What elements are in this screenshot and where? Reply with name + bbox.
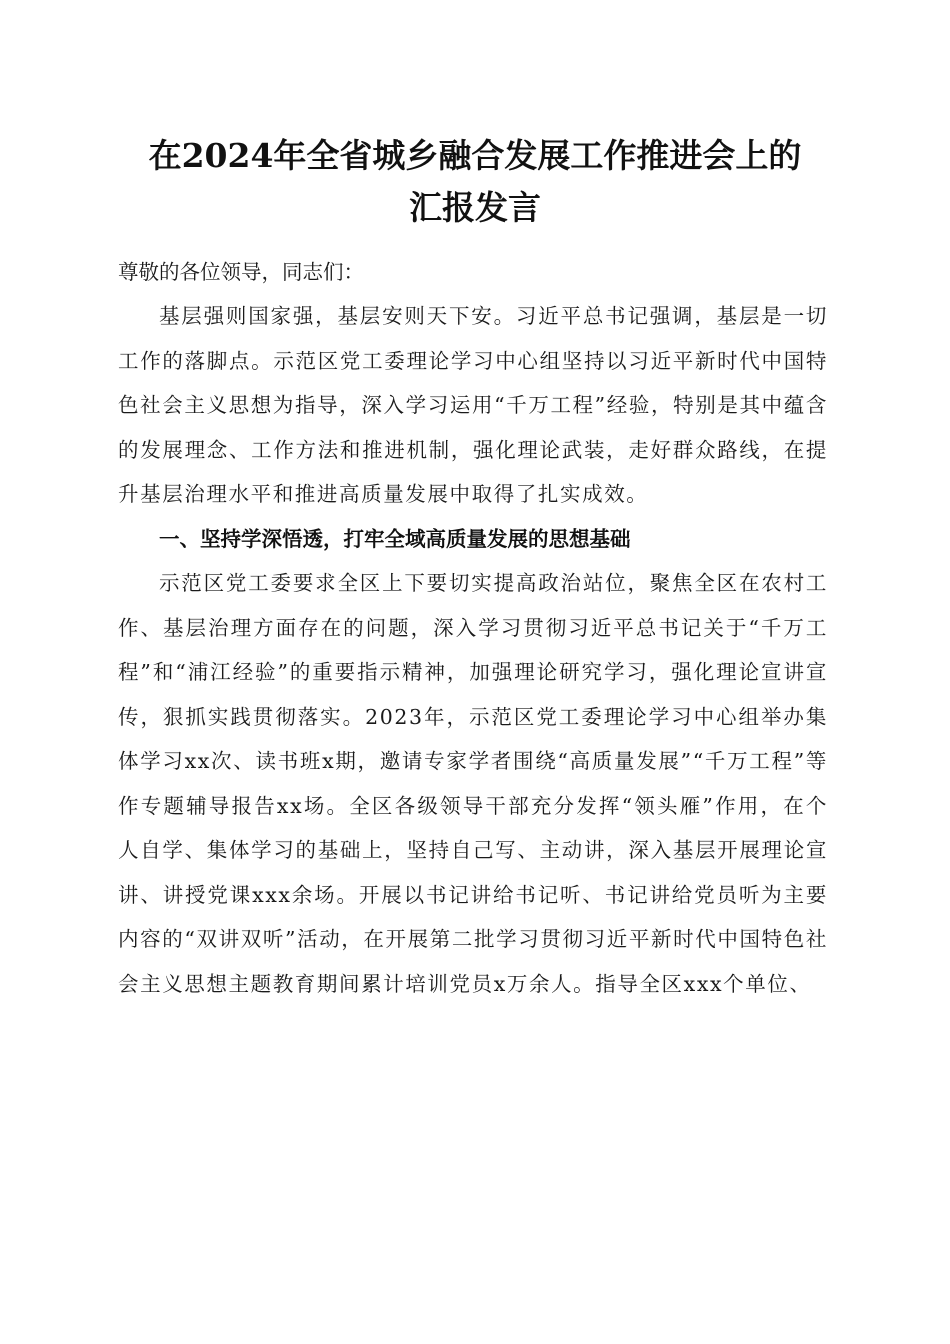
- salutation: 尊敬的各位领导，同志们：: [118, 260, 364, 284]
- document-title: [100, 130, 850, 234]
- intro-paragraph: 基层强则国家强，基层安则天下安。习近平总书记强调，基层是一切工作的落脚点。示范区党工委理论学习中心组坚持以习近平新时代中国特色社会主义思想为指导，深入学习运用“千万工程”经验，特别是其中蕴含的发展理念、工作方法和推进机制，强化理论武装，走好群众路线，在提升基层治理水平和推进高质量发展中取得了扎实成效。: [118, 304, 828, 506]
- document-body: [118, 250, 828, 1006]
- title-line-1: 在2024年全省城乡融合发展工作推进会上的: [148, 136, 802, 175]
- section-heading-1: 一、坚持学深悟透，打牢全域高质量发展的思想基础: [159, 526, 631, 551]
- section-1-paragraph: 示范区党工委要求全区上下要切实提高政治站位，聚焦全区在农村工作、基层治理方面存在的问题，深入学习贯彻习近平总书记关于“千万工程”和“浦江经验”的重要指示精神，加强理论研究学习，强化理论宣讲宣传，狠抓实践贯彻落实。2023年，示范区党工委理论学习中心组举办集体学习xx次、读书班x期，邀请专家学者围绕“高质量发展”“千万工程”等作专题辅导报告xx场。全区各级领导干部充分发挥“领头雁”作用，在个人自学、集体学习的基础上，坚持自己写、主动讲，深入基层开展理论宣讲、讲授党课xxx余场。开展以书记讲给书记听、书记讲给党员听为主要内容的“双讲双听”活动，在开展第二批学习贯彻习近平新时代中国特色社会主义思想主题教育期间累计培训党员x万余人。指导全区xxx个单位、: [118, 571, 828, 996]
- title-line-2: 汇报发言: [409, 188, 541, 227]
